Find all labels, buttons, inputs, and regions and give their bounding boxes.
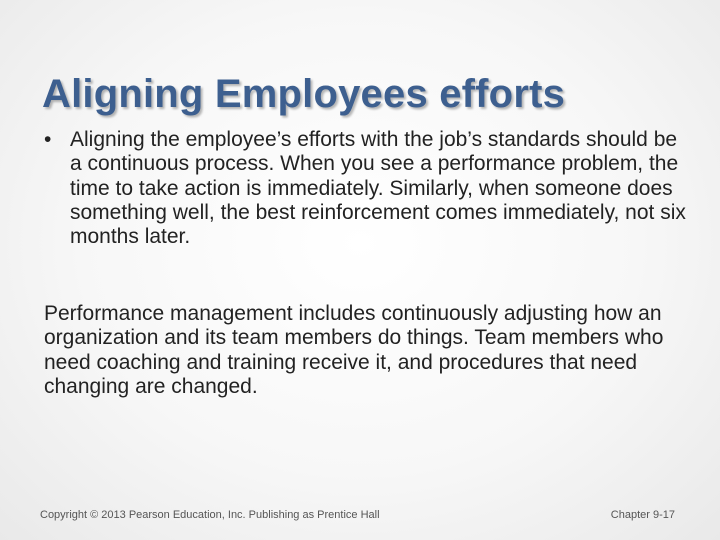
bullet-item <box>44 128 694 249</box>
footer-page-number: Chapter 9-17 <box>610 509 675 521</box>
footer-copyright: Copyright © 2013 Pearson Education, Inc. Publishing as Prentice Hall <box>40 509 380 521</box>
slide-title: Aligning Employees efforts <box>42 72 566 116</box>
bullet-text: Aligning the employee’s efforts with the job’s standards should be a continuous process. When you see a performance problem, the time to take action is immediately. Similarly, when someone does something well, the best reinforcement comes immediately, not six months later. <box>70 128 686 249</box>
body-paragraph: Performance management includes continuously adjusting how an organization and its team members do things. Team members who need coaching and training receive it, and procedures that need changing are changed. <box>44 302 664 398</box>
bullet-icon: • <box>44 128 52 151</box>
